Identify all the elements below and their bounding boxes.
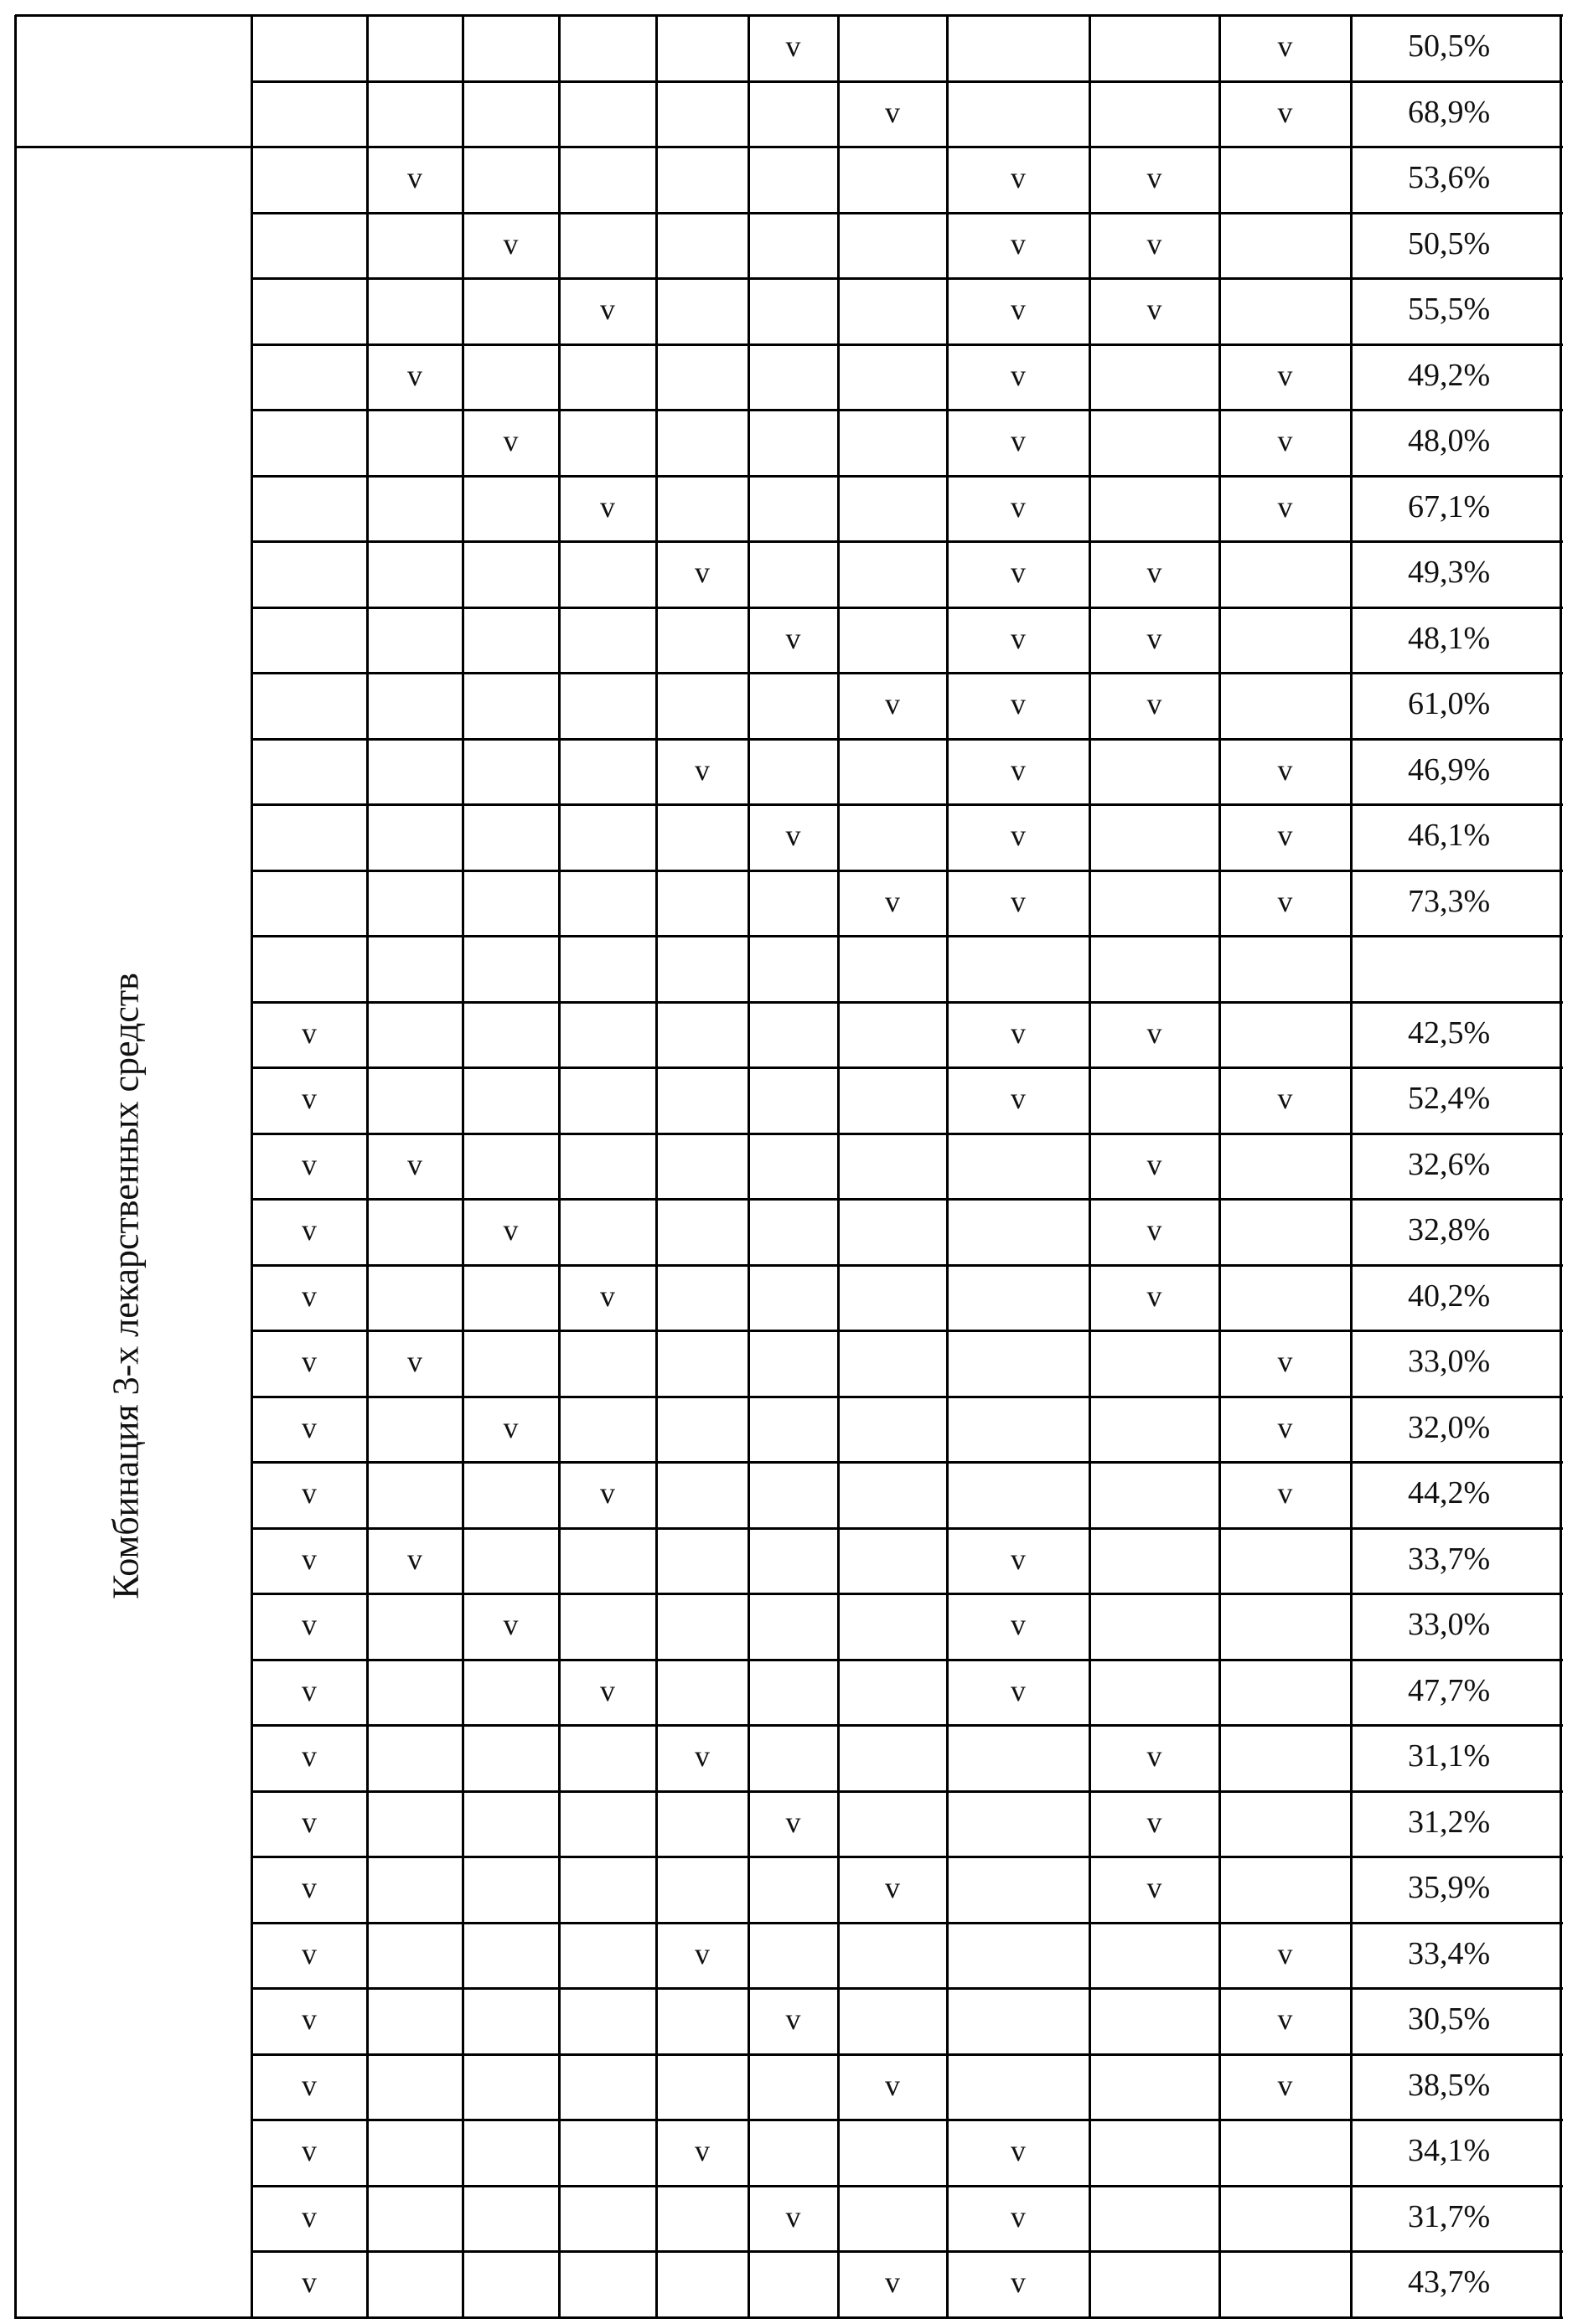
check-mark: v	[785, 621, 801, 655]
row-line	[251, 1133, 1563, 1135]
check-mark: v	[302, 1015, 317, 1050]
check-mark: v	[1011, 1015, 1026, 1050]
check-mark: v	[1011, 226, 1026, 261]
check-mark: v	[302, 1805, 317, 1839]
efficacy-value: 48,1%	[1408, 620, 1491, 656]
check-mark: v	[1146, 1213, 1162, 1247]
column-line	[748, 15, 750, 2319]
efficacy-value: 33,0%	[1408, 1607, 1491, 1643]
check-mark: v	[1146, 1805, 1162, 1839]
row-line	[251, 935, 1563, 937]
check-mark: v	[302, 1213, 317, 1247]
check-mark: v	[1277, 2068, 1293, 2102]
check-mark: v	[1146, 1278, 1162, 1313]
row-line	[251, 212, 1563, 214]
check-mark: v	[302, 1871, 317, 1905]
check-mark: v	[1011, 358, 1026, 392]
check-mark: v	[1277, 424, 1293, 458]
check-mark: v	[407, 1147, 422, 1181]
check-mark: v	[600, 1476, 615, 1511]
check-mark: v	[885, 1871, 900, 1905]
check-mark: v	[503, 1213, 519, 1247]
efficacy-value: 44,2%	[1408, 1475, 1491, 1511]
efficacy-value: 43,7%	[1408, 2265, 1491, 2301]
efficacy-value: 67,1%	[1408, 488, 1491, 524]
row-line	[251, 1264, 1563, 1267]
check-mark: v	[302, 1673, 317, 1707]
efficacy-value: 68,9%	[1408, 94, 1491, 130]
efficacy-value: 33,0%	[1408, 1344, 1491, 1380]
check-mark: v	[1011, 884, 1026, 918]
check-mark: v	[302, 2199, 317, 2234]
row-line	[251, 1461, 1563, 1464]
check-mark: v	[885, 95, 900, 129]
efficacy-value: 55,5%	[1408, 292, 1491, 328]
check-mark: v	[1011, 489, 1026, 524]
efficacy-value: 32,6%	[1408, 1146, 1491, 1182]
row-line	[251, 1856, 1563, 1858]
row-line	[251, 2250, 1563, 2253]
column-line	[837, 15, 840, 2319]
check-mark: v	[885, 2265, 900, 2300]
check-mark: v	[302, 2002, 317, 2037]
check-mark: v	[785, 2199, 801, 2234]
check-mark: v	[407, 1345, 422, 1379]
check-mark: v	[1011, 424, 1026, 458]
check-mark: v	[1277, 358, 1293, 392]
check-mark: v	[1011, 819, 1026, 853]
row-line	[251, 80, 1563, 83]
check-mark: v	[1011, 555, 1026, 590]
efficacy-value: 30,5%	[1408, 2001, 1491, 2037]
check-mark: v	[302, 1147, 317, 1181]
column-line	[655, 15, 658, 2319]
efficacy-value: 48,0%	[1408, 423, 1491, 459]
check-mark: v	[1277, 1082, 1293, 1116]
efficacy-value: 33,4%	[1408, 1935, 1491, 1971]
check-mark: v	[785, 819, 801, 853]
check-mark: v	[600, 1673, 615, 1707]
check-mark: v	[302, 1410, 317, 1444]
check-mark: v	[1011, 292, 1026, 327]
check-mark: v	[785, 2002, 801, 2037]
efficacy-value: 31,1%	[1408, 1738, 1491, 1774]
row-line	[251, 1659, 1563, 1661]
efficacy-value: 46,1%	[1408, 818, 1491, 854]
row-line	[251, 540, 1563, 543]
section-label-combination-3-drugs: Комбинация 3-х лекарственных средств	[105, 973, 147, 1599]
row-line	[251, 2185, 1563, 2187]
check-mark: v	[695, 1739, 710, 1774]
check-mark: v	[1146, 687, 1162, 721]
check-mark: v	[1146, 621, 1162, 655]
check-mark: v	[503, 1608, 519, 1642]
efficacy-value: 61,0%	[1408, 686, 1491, 722]
row-line	[251, 870, 1563, 872]
check-mark: v	[302, 1542, 317, 1576]
column-line	[1218, 15, 1221, 2319]
check-mark: v	[1277, 95, 1293, 129]
row-line	[251, 2119, 1563, 2121]
column-line	[1350, 15, 1353, 2319]
section-divider	[15, 146, 1563, 148]
check-mark: v	[1277, 29, 1293, 64]
check-mark: v	[1277, 752, 1293, 787]
efficacy-value: 34,1%	[1408, 2133, 1491, 2169]
column-line	[1089, 15, 1091, 2319]
table-border-right	[1560, 15, 1562, 2319]
row-line	[251, 672, 1563, 674]
check-mark: v	[695, 752, 710, 787]
efficacy-value: 50,5%	[1408, 28, 1491, 65]
row-line	[251, 1527, 1563, 1530]
check-mark: v	[503, 226, 519, 261]
check-mark: v	[1277, 1410, 1293, 1444]
check-mark: v	[1146, 1147, 1162, 1181]
check-mark: v	[600, 489, 615, 524]
column-line	[251, 15, 253, 2319]
table-border-left	[14, 15, 17, 2319]
row-line	[251, 1593, 1563, 1595]
check-mark: v	[1011, 161, 1026, 195]
row-line	[251, 409, 1563, 411]
check-mark: v	[1146, 292, 1162, 327]
efficacy-value: 53,6%	[1408, 160, 1491, 196]
efficacy-value: 31,2%	[1408, 1804, 1491, 1840]
check-mark: v	[1011, 752, 1026, 787]
efficacy-value: 50,5%	[1408, 225, 1491, 261]
row-line	[251, 343, 1563, 346]
check-mark: v	[1277, 2002, 1293, 2037]
column-line	[946, 15, 949, 2319]
check-mark: v	[302, 2265, 317, 2300]
row-line	[251, 2053, 1563, 2056]
check-mark: v	[695, 1936, 710, 1970]
efficacy-value: 35,9%	[1408, 1870, 1491, 1906]
check-mark: v	[302, 1345, 317, 1379]
check-mark: v	[1011, 1608, 1026, 1642]
check-mark: v	[600, 292, 615, 327]
check-mark: v	[1146, 1739, 1162, 1774]
check-mark: v	[1277, 884, 1293, 918]
row-line	[251, 1396, 1563, 1398]
check-mark: v	[302, 1739, 317, 1774]
row-line	[251, 1724, 1563, 1727]
row-line	[251, 1066, 1563, 1069]
check-mark: v	[1011, 2134, 1026, 2168]
row-line	[251, 738, 1563, 741]
check-mark: v	[1011, 1082, 1026, 1116]
check-mark: v	[885, 2068, 900, 2102]
check-mark: v	[1011, 2199, 1026, 2234]
efficacy-value: 73,3%	[1408, 883, 1491, 919]
table-border-top	[15, 14, 1563, 17]
row-line	[251, 277, 1563, 280]
check-mark: v	[1011, 687, 1026, 721]
efficacy-value: 33,7%	[1408, 1541, 1491, 1577]
row-line	[251, 475, 1563, 478]
check-mark: v	[302, 2134, 317, 2168]
column-line	[558, 15, 561, 2319]
check-mark: v	[302, 1936, 317, 1970]
check-mark: v	[1146, 555, 1162, 590]
check-mark: v	[1146, 1015, 1162, 1050]
check-mark: v	[1277, 489, 1293, 524]
row-line	[251, 607, 1563, 609]
row-line	[251, 1922, 1563, 1924]
check-mark: v	[885, 884, 900, 918]
check-mark: v	[407, 1542, 422, 1576]
check-mark: v	[302, 1608, 317, 1642]
row-line	[251, 1987, 1563, 1990]
efficacy-value: 49,3%	[1408, 555, 1491, 591]
check-mark: v	[1146, 161, 1162, 195]
check-mark: v	[1277, 1476, 1293, 1511]
check-mark: v	[302, 1278, 317, 1313]
check-mark: v	[1011, 2265, 1026, 2300]
efficacy-value: 32,0%	[1408, 1409, 1491, 1445]
check-mark: v	[1011, 621, 1026, 655]
check-mark: v	[1277, 1345, 1293, 1379]
check-mark: v	[785, 29, 801, 64]
check-mark: v	[600, 1278, 615, 1313]
check-mark: v	[785, 1805, 801, 1839]
check-mark: v	[1277, 1936, 1293, 1970]
row-line	[251, 1198, 1563, 1201]
row-line	[251, 1330, 1563, 1332]
check-mark: v	[1011, 1542, 1026, 1576]
check-mark: v	[1011, 1673, 1026, 1707]
efficacy-value: 32,8%	[1408, 1212, 1491, 1248]
row-line	[251, 1001, 1563, 1004]
check-mark: v	[503, 1410, 519, 1444]
check-mark: v	[1146, 226, 1162, 261]
check-mark: v	[302, 2068, 317, 2102]
check-mark: v	[1277, 819, 1293, 853]
efficacy-value: 38,5%	[1408, 2067, 1491, 2103]
check-mark: v	[695, 2134, 710, 2168]
efficacy-value: 46,9%	[1408, 751, 1491, 788]
column-line	[366, 15, 369, 2319]
check-mark: v	[407, 161, 422, 195]
check-mark: v	[1146, 1871, 1162, 1905]
efficacy-value: 40,2%	[1408, 1278, 1491, 1314]
row-line	[251, 1790, 1563, 1793]
check-mark: v	[885, 687, 900, 721]
efficacy-value: 49,2%	[1408, 357, 1491, 393]
efficacy-value: 31,7%	[1408, 2198, 1491, 2234]
check-mark: v	[503, 424, 519, 458]
check-mark: v	[302, 1082, 317, 1116]
efficacy-value: 42,5%	[1408, 1015, 1491, 1051]
efficacy-value: 52,4%	[1408, 1081, 1491, 1117]
column-line	[462, 15, 464, 2319]
row-line	[251, 803, 1563, 806]
check-mark: v	[302, 1476, 317, 1511]
check-mark: v	[695, 555, 710, 590]
check-mark: v	[407, 358, 422, 392]
table-border-bottom	[15, 2316, 1563, 2319]
efficacy-value: 47,7%	[1408, 1672, 1491, 1708]
